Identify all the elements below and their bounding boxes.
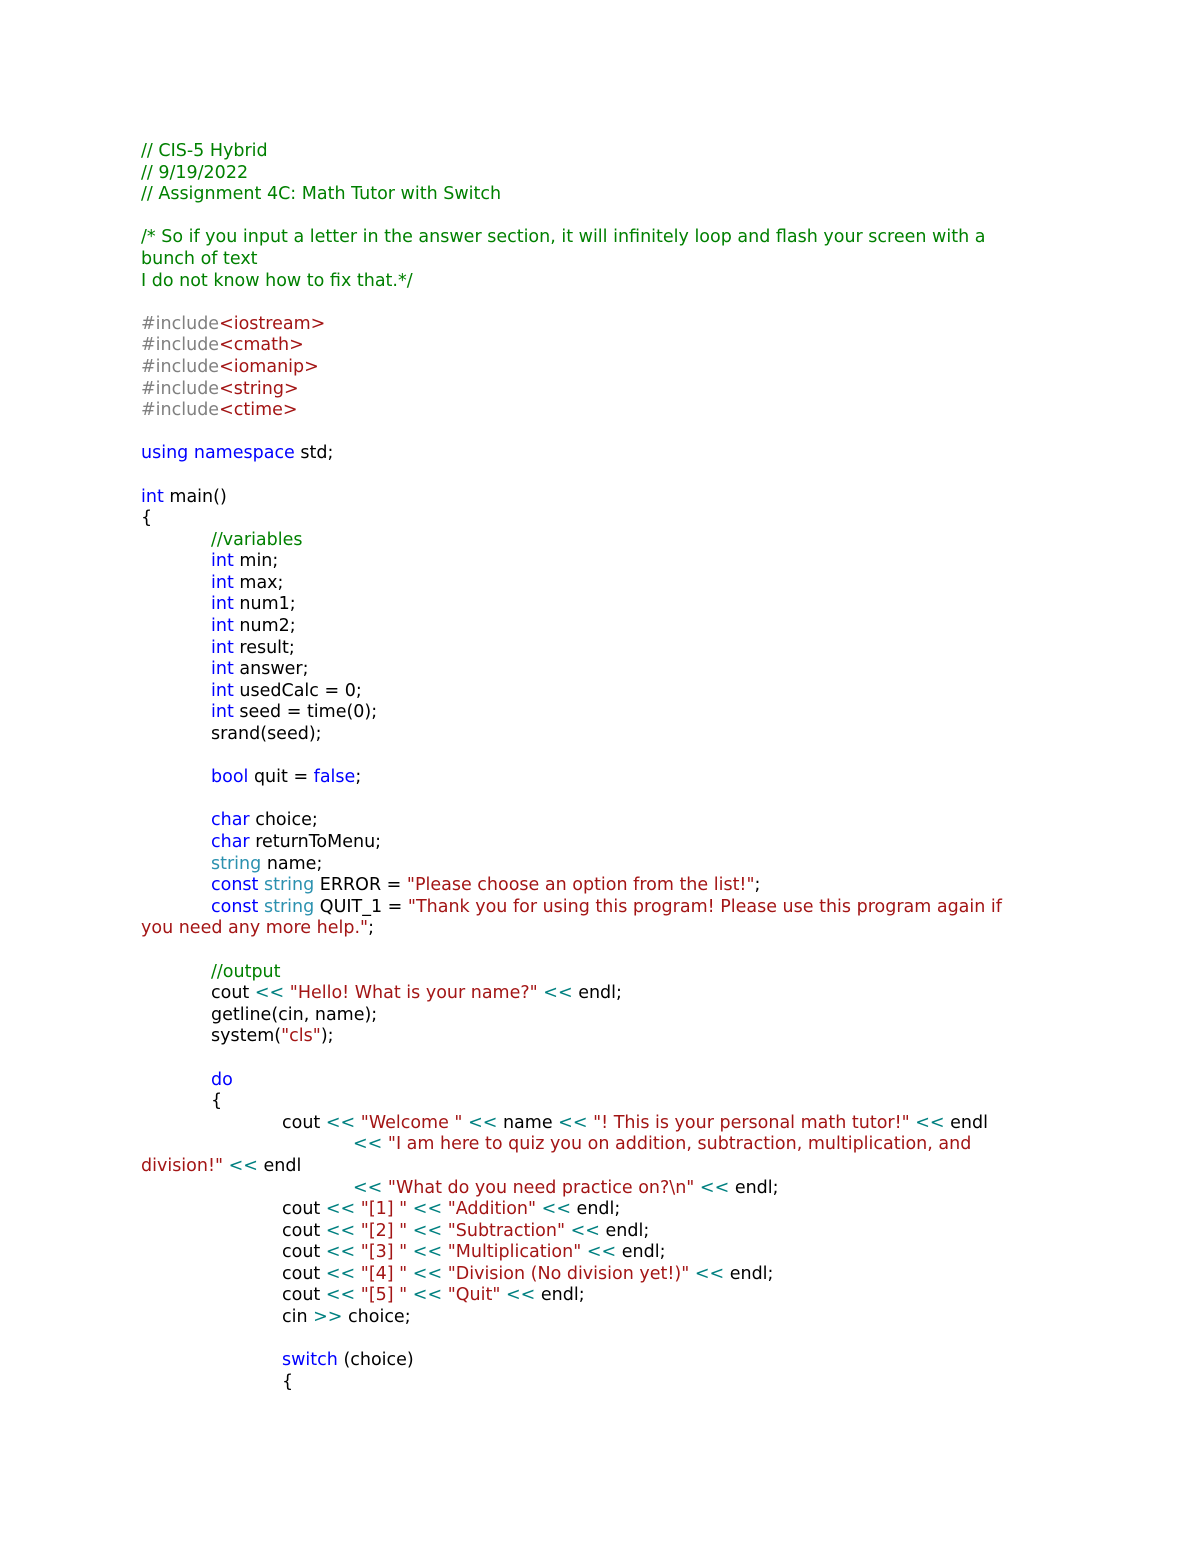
code-token: endl;: [535, 1285, 585, 1306]
code-line: [141, 616, 1081, 638]
code-token: <<: [570, 1220, 600, 1241]
code-token: /* So if you input a letter in the answer section, it will infinitely loop and flash your screen with a: [141, 227, 986, 248]
code-token: "Quit": [447, 1285, 501, 1306]
code-line: [141, 1070, 1081, 1092]
code-token: <iomanip>: [219, 356, 319, 377]
code-line: [141, 379, 1081, 401]
code-token: std;: [294, 443, 334, 464]
code-token: "Hello! What is your name?": [289, 983, 538, 1004]
code-token: ;: [355, 767, 362, 788]
code-token: "Subtraction": [447, 1220, 566, 1241]
code-token: bunch of text: [141, 248, 258, 269]
code-line: [141, 1091, 1081, 1113]
code-token: "[4] ": [360, 1263, 408, 1284]
code-token: endl;: [599, 1220, 650, 1241]
code-token: <<: [586, 1242, 617, 1263]
code-token: ERROR =: [314, 875, 407, 896]
code-token: <<: [412, 1242, 443, 1263]
code-token: string: [211, 853, 262, 874]
code-line: [141, 983, 1081, 1005]
code-token: "Welcome ": [360, 1112, 463, 1133]
code-token: (choice): [337, 1350, 414, 1371]
code-token: >>: [313, 1307, 343, 1328]
code-line: [141, 1221, 1081, 1243]
code-line: [141, 1156, 1081, 1178]
code-line: [141, 530, 1081, 552]
code-line: [141, 1134, 1081, 1156]
code-token: <<: [353, 1177, 383, 1198]
code-line: [141, 573, 1081, 595]
code-token: <<: [699, 1177, 730, 1198]
code-line: [141, 508, 1081, 530]
code-token: // CIS-5 Hybrid: [141, 141, 268, 161]
code-token: "[3] ": [360, 1242, 408, 1263]
code-token: char: [211, 810, 250, 831]
code-line: [141, 1307, 1081, 1329]
code-token: cout: [282, 1285, 326, 1306]
code-token: returnToMenu;: [249, 832, 382, 852]
code-token: //output: [211, 961, 281, 982]
code-line: [141, 227, 1081, 249]
code-token: {: [141, 508, 153, 529]
code-line: [141, 487, 1081, 509]
code-line: [141, 1242, 1081, 1264]
code-line: [141, 940, 1081, 962]
code-token: <<: [412, 1263, 443, 1284]
code-token: cout: [282, 1199, 326, 1220]
code-token: <<: [412, 1220, 443, 1241]
code-token: ;: [754, 875, 761, 896]
code-token: <<: [254, 983, 285, 1004]
code-token: you need any more help.": [141, 918, 369, 939]
code-token: choice;: [342, 1307, 411, 1328]
code-token: "Division (No division yet!)": [447, 1263, 690, 1284]
code-line: [141, 594, 1081, 616]
code-token: cin: [282, 1307, 314, 1328]
code-token: cout: [211, 983, 255, 1004]
code-line: [141, 1329, 1081, 1351]
code-token: endl;: [570, 1199, 621, 1220]
code-line: [141, 141, 1081, 163]
code-line: [141, 789, 1081, 811]
code-token: <<: [412, 1199, 443, 1220]
code-token: "Multiplication": [447, 1242, 582, 1263]
code-line: [141, 897, 1081, 919]
code-line: [141, 335, 1081, 357]
code-token: <<: [228, 1155, 258, 1176]
code-token: const: [211, 896, 259, 917]
code-token: int: [211, 637, 234, 658]
code-token: <<: [325, 1242, 356, 1263]
code-token: <string>: [219, 378, 299, 399]
code-line: [141, 206, 1081, 228]
code-token: "[5] ": [360, 1285, 408, 1306]
code-line: [141, 271, 1081, 293]
code-token: namespace: [193, 443, 295, 464]
code-token: string: [263, 896, 315, 917]
code-token: "[1] ": [360, 1199, 408, 1220]
code-token: getline(cin, name);: [211, 1004, 378, 1025]
code-token: answer;: [233, 659, 309, 680]
code-token: int: [211, 702, 234, 723]
code-token: <<: [325, 1199, 356, 1220]
code-line: [141, 767, 1081, 789]
code-token: num2;: [233, 616, 296, 637]
code-token: <<: [543, 983, 573, 1004]
code-token: usedCalc = 0;: [233, 680, 362, 701]
code-token: name: [497, 1112, 559, 1133]
code-token: <<: [412, 1285, 443, 1306]
code-token: <cmath>: [219, 335, 304, 356]
code-token: do: [211, 1069, 233, 1090]
code-token: result;: [233, 637, 295, 658]
code-token: endl;: [724, 1263, 774, 1284]
code-line: [141, 1178, 1081, 1200]
code-token: division!": [141, 1155, 224, 1176]
code-token: choice;: [249, 810, 318, 831]
code-token: max;: [233, 572, 284, 593]
code-token: );: [320, 1026, 334, 1047]
code-line: [141, 184, 1081, 206]
code-token: QUIT_1 =: [314, 896, 408, 917]
code-line: [141, 443, 1081, 465]
code-token: bool: [211, 767, 249, 788]
code-token: <<: [325, 1112, 356, 1133]
code-line: [141, 1199, 1081, 1221]
code-line: [141, 314, 1081, 336]
code-token: cout: [282, 1112, 326, 1133]
code-token: #include: [141, 356, 220, 377]
code-line: [141, 918, 1081, 940]
code-token: #include: [141, 313, 220, 334]
code-token: cout: [282, 1263, 326, 1284]
code-token: int: [211, 572, 234, 593]
code-line: [141, 1264, 1081, 1286]
code-token: {: [282, 1371, 294, 1392]
code-token: int: [211, 594, 234, 615]
code-token: cout: [282, 1242, 326, 1263]
code-token: int: [211, 659, 234, 680]
code-token: system(: [211, 1026, 282, 1047]
code-token: const: [211, 875, 259, 896]
code-line: [141, 1005, 1081, 1027]
code-line: [141, 832, 1081, 854]
code-line: [141, 1026, 1081, 1048]
code-line: [141, 400, 1081, 422]
code-token: endl;: [572, 983, 622, 1004]
code-line: [141, 249, 1081, 271]
code-line: [141, 1350, 1081, 1372]
code-token: "[2] ": [360, 1220, 408, 1241]
code-line: [141, 1048, 1081, 1070]
code-token: <<: [468, 1112, 498, 1133]
code-token: //variables: [211, 529, 303, 550]
code-token: #include: [141, 378, 220, 399]
code-token: <<: [694, 1263, 725, 1284]
code-token: <<: [353, 1134, 383, 1155]
code-line: [141, 746, 1081, 768]
code-token: "I am here to quiz you on addition, subtraction, multiplication, and: [387, 1134, 972, 1155]
code-token: int: [211, 616, 234, 637]
code-token: int: [141, 486, 164, 507]
code-token: num1;: [233, 594, 296, 615]
code-token: main(): [163, 486, 227, 507]
code-line: [141, 681, 1081, 703]
code-line: [141, 465, 1081, 487]
code-token: "cls": [281, 1026, 321, 1047]
code-token: min;: [233, 551, 279, 572]
code-token: name;: [261, 853, 323, 874]
code-line: [141, 854, 1081, 876]
code-token: switch: [282, 1350, 338, 1371]
code-line: [141, 422, 1081, 444]
code-token: // 9/19/2022: [141, 162, 249, 183]
code-token: #include: [141, 335, 220, 356]
code-token: quit =: [248, 767, 314, 788]
code-token: using: [141, 443, 189, 464]
code-token: srand(seed);: [211, 724, 322, 745]
code-token: "Please choose an option from the list!": [406, 875, 755, 896]
code-line: [141, 1372, 1081, 1394]
code-line: [141, 875, 1081, 897]
code-token: endl;: [616, 1242, 666, 1263]
code-token: <<: [558, 1112, 588, 1133]
code-token: #include: [141, 400, 220, 421]
code-line: [141, 163, 1081, 185]
code-token: <<: [915, 1112, 945, 1133]
code-token: <<: [325, 1263, 356, 1284]
code-line: [141, 702, 1081, 724]
code-line: [141, 357, 1081, 379]
code-token: string: [263, 875, 315, 896]
code-line: [141, 810, 1081, 832]
code-token: <<: [325, 1220, 356, 1241]
code-line: [141, 638, 1081, 660]
code-line: [141, 1285, 1081, 1307]
code-token: false: [313, 767, 356, 788]
code-line: [141, 292, 1081, 314]
code-token: I do not know how to fix that.*/: [141, 270, 413, 291]
code-token: {: [211, 1091, 223, 1112]
code-line: [141, 724, 1081, 746]
code-token: "! This is your personal math tutor!": [593, 1112, 910, 1133]
code-token: <ctime>: [219, 400, 298, 421]
code-line: [141, 962, 1081, 984]
code-token: <<: [505, 1285, 536, 1306]
code-token: endl: [944, 1112, 988, 1133]
code-token: // Assignment 4C: Math Tutor with Switch: [141, 184, 502, 205]
code-line: [141, 1113, 1081, 1135]
code-line: [141, 551, 1081, 573]
code-listing: [141, 141, 1081, 1393]
code-token: ;: [368, 918, 374, 939]
code-token: seed = time(0);: [233, 702, 378, 723]
code-token: <iostream>: [219, 313, 326, 334]
code-token: char: [211, 832, 250, 852]
code-token: "Addition": [447, 1199, 537, 1220]
code-token: int: [211, 680, 234, 701]
code-token: int: [211, 551, 234, 572]
code-token: "What do you need practice on?\n": [387, 1177, 695, 1198]
code-token: cout: [282, 1220, 326, 1241]
code-token: <<: [325, 1285, 356, 1306]
code-token: <<: [541, 1199, 571, 1220]
code-line: [141, 659, 1081, 681]
code-token: "Thank you for using this program! Please use this program again if: [407, 896, 1002, 917]
code-token: endl: [257, 1155, 302, 1176]
code-token: endl;: [729, 1177, 779, 1198]
